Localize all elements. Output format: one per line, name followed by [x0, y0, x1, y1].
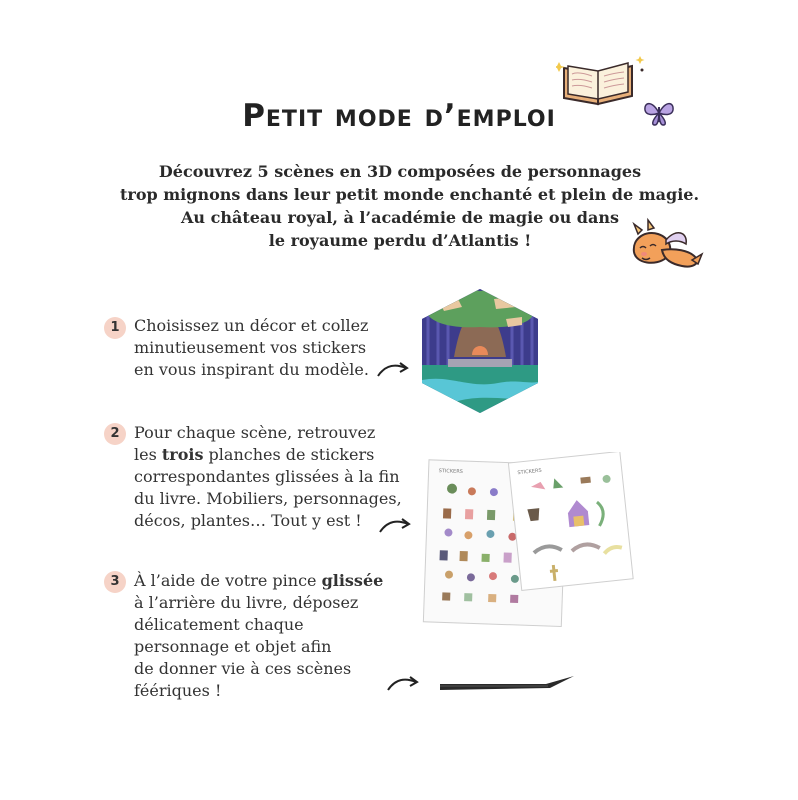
- intro-line: Au château royal, à l’académie de magie ou dans: [181, 208, 619, 227]
- intro-line: trop mignons dans leur petit monde enchanté et plein de magie.: [120, 185, 700, 204]
- step-3-number-badge: 3: [104, 571, 126, 593]
- step-2-line: [134, 488, 402, 510]
- step-1-line: [134, 337, 369, 359]
- step-3-text: [134, 570, 383, 702]
- step-1-line: [134, 315, 369, 337]
- intro-line: Découvrez 5 scènes en 3D composées de personnages: [158, 162, 642, 181]
- intro-line: le royaume perdu d’Atlantis !: [268, 231, 532, 250]
- emphasis-text: glissée: [321, 571, 384, 590]
- step-text-segment: les: [134, 445, 162, 464]
- step-text-segment: Pour chaque scène, retrouvez: [134, 423, 376, 442]
- step-1-line: [134, 359, 369, 381]
- step-text-segment: minutieusement vos stickers: [134, 338, 367, 357]
- step-text-segment: planches de stickers: [203, 445, 375, 464]
- step-text-segment: À l’aide de votre pince: [134, 571, 322, 590]
- page-title: Petit mode d’emploi: [242, 98, 556, 134]
- step-3-arrow-icon: [386, 674, 420, 694]
- step-text-segment: à l’arrière du livre, déposez: [134, 593, 359, 612]
- step-text-segment: de donner vie à ces scènes: [134, 659, 352, 678]
- step-3-line: [134, 658, 383, 680]
- step-2-line: [134, 510, 402, 532]
- step-3-line: [134, 570, 383, 592]
- step-text-segment: du livre. Mobiliers, personnages,: [134, 489, 402, 508]
- sticker-sheets-illustration: [420, 452, 638, 632]
- step-1-arrow-icon: [376, 360, 410, 380]
- step-1-text: [134, 315, 369, 381]
- step-text-segment: féériques !: [134, 681, 222, 700]
- step-text-segment: en vous inspirant du modèle.: [134, 360, 369, 379]
- step-3-line: [134, 680, 383, 702]
- step-2-number-badge: 2: [104, 423, 126, 445]
- tree-house-scene-illustration: [418, 285, 542, 415]
- emphasis-text: trois: [161, 445, 204, 464]
- step-1-number-badge: 1: [104, 317, 126, 339]
- step-2-line: [134, 422, 402, 444]
- step-3-line: [134, 636, 383, 658]
- step-2-line: [134, 444, 402, 466]
- step-2-arrow-icon: [378, 516, 412, 536]
- step-2-text: [134, 422, 402, 532]
- step-2-line: [134, 466, 402, 488]
- step-text-segment: délicatement chaque: [134, 615, 304, 634]
- svg-text:STICKERS: STICKERS: [517, 467, 542, 477]
- step-text-segment: décos, plantes… Tout y est !: [134, 511, 362, 530]
- tweezers-illustration: [436, 674, 576, 698]
- step-3-line: [134, 614, 383, 636]
- step-text-segment: personnage et objet afin: [134, 637, 332, 656]
- step-3-line: [134, 592, 383, 614]
- step-text-segment: Choisissez un décor et collez: [134, 316, 369, 335]
- svg-text:STICKERS: STICKERS: [438, 468, 463, 476]
- step-text-segment: correspondantes glissées à la fin: [134, 467, 400, 486]
- intro-text: [120, 160, 700, 252]
